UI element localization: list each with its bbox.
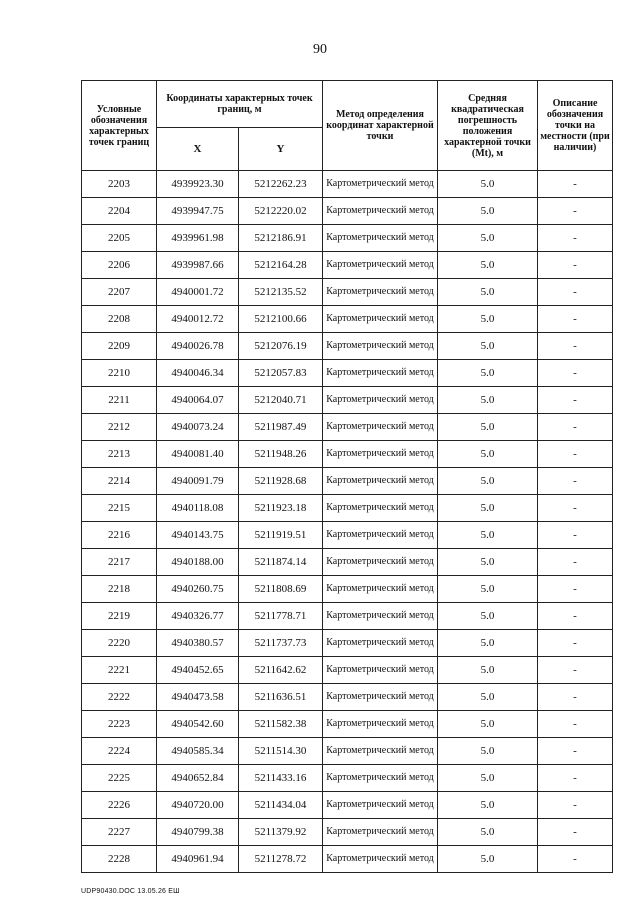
accuracy-cell: 5.0 — [438, 522, 538, 549]
method-cell: Картометрический метод — [323, 738, 438, 765]
table-row — [82, 738, 613, 765]
accuracy-cell: 5.0 — [438, 252, 538, 279]
table-row — [82, 576, 613, 603]
y-coordinate-cell: 5212100.66 — [239, 306, 323, 333]
table-row — [82, 171, 613, 198]
header-method: Метод определения координат характерной точки — [323, 81, 438, 171]
y-coordinate-cell: 5212076.19 — [239, 333, 323, 360]
description-cell: - — [538, 684, 613, 711]
x-coordinate-cell: 4940073.24 — [157, 414, 239, 441]
description-cell: - — [538, 792, 613, 819]
y-coordinate-cell: 5211778.71 — [239, 603, 323, 630]
point-id-cell: 2219 — [82, 603, 157, 630]
x-coordinate-cell: 4940585.34 — [157, 738, 239, 765]
point-id-cell: 2206 — [82, 252, 157, 279]
x-coordinate-cell: 4940473.58 — [157, 684, 239, 711]
method-cell: Картометрический метод — [323, 495, 438, 522]
y-coordinate-cell: 5211433.16 — [239, 765, 323, 792]
description-cell: - — [538, 549, 613, 576]
y-coordinate-cell: 5212057.83 — [239, 360, 323, 387]
method-cell: Картометрический метод — [323, 198, 438, 225]
y-coordinate-cell: 5211987.49 — [239, 414, 323, 441]
description-cell: - — [538, 333, 613, 360]
point-id-cell: 2210 — [82, 360, 157, 387]
description-cell: - — [538, 657, 613, 684]
accuracy-cell: 5.0 — [438, 198, 538, 225]
description-cell: - — [538, 360, 613, 387]
table-row — [82, 387, 613, 414]
table-row — [82, 657, 613, 684]
table-row — [82, 792, 613, 819]
header-x: X — [157, 128, 239, 171]
y-coordinate-cell: 5211808.69 — [239, 576, 323, 603]
accuracy-cell: 5.0 — [438, 333, 538, 360]
y-coordinate-cell: 5212220.02 — [239, 198, 323, 225]
method-cell: Картометрический метод — [323, 522, 438, 549]
method-cell: Картометрический метод — [323, 630, 438, 657]
point-id-cell: 2205 — [82, 225, 157, 252]
method-cell: Картометрический метод — [323, 387, 438, 414]
x-coordinate-cell: 4940001.72 — [157, 279, 239, 306]
accuracy-cell: 5.0 — [438, 279, 538, 306]
description-cell: - — [538, 846, 613, 873]
point-id-cell: 2204 — [82, 198, 157, 225]
point-id-cell: 2224 — [82, 738, 157, 765]
accuracy-cell: 5.0 — [438, 414, 538, 441]
x-coordinate-cell: 4940452.65 — [157, 657, 239, 684]
y-coordinate-cell: 5211642.62 — [239, 657, 323, 684]
table-row — [82, 684, 613, 711]
y-coordinate-cell: 5211379.92 — [239, 819, 323, 846]
accuracy-cell: 5.0 — [438, 792, 538, 819]
table-header — [82, 81, 613, 171]
header-coordinates: Координаты характерных точек границ, м — [157, 81, 323, 128]
point-id-cell: 2215 — [82, 495, 157, 522]
description-cell: - — [538, 522, 613, 549]
x-coordinate-cell: 4940064.07 — [157, 387, 239, 414]
table-row — [82, 225, 613, 252]
table-row — [82, 711, 613, 738]
point-id-cell: 2209 — [82, 333, 157, 360]
accuracy-cell: 5.0 — [438, 171, 538, 198]
description-cell: - — [538, 225, 613, 252]
method-cell: Картометрический метод — [323, 306, 438, 333]
point-id-cell: 2218 — [82, 576, 157, 603]
method-cell: Картометрический метод — [323, 819, 438, 846]
accuracy-cell: 5.0 — [438, 765, 538, 792]
y-coordinate-cell: 5212135.52 — [239, 279, 323, 306]
x-coordinate-cell: 4940380.57 — [157, 630, 239, 657]
accuracy-cell: 5.0 — [438, 225, 538, 252]
table-row — [82, 630, 613, 657]
description-cell: - — [538, 819, 613, 846]
point-id-cell: 2208 — [82, 306, 157, 333]
y-coordinate-cell: 5212186.91 — [239, 225, 323, 252]
y-coordinate-cell: 5211948.26 — [239, 441, 323, 468]
accuracy-cell: 5.0 — [438, 603, 538, 630]
point-id-cell: 2226 — [82, 792, 157, 819]
y-coordinate-cell: 5211737.73 — [239, 630, 323, 657]
description-cell: - — [538, 387, 613, 414]
y-coordinate-cell: 5212262.23 — [239, 171, 323, 198]
point-id-cell: 2220 — [82, 630, 157, 657]
table-row — [82, 819, 613, 846]
method-cell: Картометрический метод — [323, 252, 438, 279]
y-coordinate-cell: 5212040.71 — [239, 387, 323, 414]
table-row — [82, 846, 613, 873]
description-cell: - — [538, 468, 613, 495]
point-id-cell: 2228 — [82, 846, 157, 873]
table-row — [82, 441, 613, 468]
table-row — [82, 279, 613, 306]
boundary-points-table — [81, 80, 613, 873]
description-cell: - — [538, 576, 613, 603]
document-footer: UDP90430.DOC 13.05.26 ЕШ — [81, 888, 180, 895]
table-row — [82, 549, 613, 576]
method-cell: Картометрический метод — [323, 576, 438, 603]
table-body — [82, 171, 613, 873]
x-coordinate-cell: 4940326.77 — [157, 603, 239, 630]
method-cell: Картометрический метод — [323, 792, 438, 819]
description-cell: - — [538, 252, 613, 279]
x-coordinate-cell: 4940188.00 — [157, 549, 239, 576]
table-row — [82, 306, 613, 333]
point-id-cell: 2227 — [82, 819, 157, 846]
y-coordinate-cell: 5212164.28 — [239, 252, 323, 279]
header-accuracy: Средняя квадратическая погрешность положения характерной точки (Mt), м — [438, 81, 538, 171]
x-coordinate-cell: 4940799.38 — [157, 819, 239, 846]
accuracy-cell: 5.0 — [438, 549, 538, 576]
description-cell: - — [538, 198, 613, 225]
accuracy-cell: 5.0 — [438, 441, 538, 468]
method-cell: Картометрический метод — [323, 171, 438, 198]
table-row — [82, 468, 613, 495]
method-cell: Картометрический метод — [323, 225, 438, 252]
description-cell: - — [538, 630, 613, 657]
method-cell: Картометрический метод — [323, 603, 438, 630]
point-id-cell: 2222 — [82, 684, 157, 711]
description-cell: - — [538, 603, 613, 630]
point-id-cell: 2212 — [82, 414, 157, 441]
y-coordinate-cell: 5211582.38 — [239, 711, 323, 738]
point-id-cell: 2225 — [82, 765, 157, 792]
method-cell: Картометрический метод — [323, 765, 438, 792]
header-point-designation: Условные обозначения характерных точек границ — [82, 81, 157, 171]
point-id-cell: 2217 — [82, 549, 157, 576]
accuracy-cell: 5.0 — [438, 711, 538, 738]
accuracy-cell: 5.0 — [438, 360, 538, 387]
method-cell: Картометрический метод — [323, 468, 438, 495]
description-cell: - — [538, 441, 613, 468]
accuracy-cell: 5.0 — [438, 468, 538, 495]
description-cell: - — [538, 738, 613, 765]
point-id-cell: 2223 — [82, 711, 157, 738]
accuracy-cell: 5.0 — [438, 306, 538, 333]
x-coordinate-cell: 4940046.34 — [157, 360, 239, 387]
accuracy-cell: 5.0 — [438, 738, 538, 765]
accuracy-cell: 5.0 — [438, 387, 538, 414]
table-row — [82, 522, 613, 549]
method-cell: Картометрический метод — [323, 414, 438, 441]
x-coordinate-cell: 4939923.30 — [157, 171, 239, 198]
y-coordinate-cell: 5211923.18 — [239, 495, 323, 522]
x-coordinate-cell: 4940652.84 — [157, 765, 239, 792]
description-cell: - — [538, 414, 613, 441]
y-coordinate-cell: 5211636.51 — [239, 684, 323, 711]
table-row — [82, 414, 613, 441]
x-coordinate-cell: 4940026.78 — [157, 333, 239, 360]
x-coordinate-cell: 4940961.94 — [157, 846, 239, 873]
header-description: Описание обозначения точки на местности (при наличии) — [538, 81, 613, 171]
description-cell: - — [538, 306, 613, 333]
accuracy-cell: 5.0 — [438, 657, 538, 684]
table-row — [82, 198, 613, 225]
point-id-cell: 2203 — [82, 171, 157, 198]
point-id-cell: 2207 — [82, 279, 157, 306]
point-id-cell: 2216 — [82, 522, 157, 549]
method-cell: Картометрический метод — [323, 360, 438, 387]
x-coordinate-cell: 4940012.72 — [157, 306, 239, 333]
method-cell: Картометрический метод — [323, 549, 438, 576]
point-id-cell: 2211 — [82, 387, 157, 414]
description-cell: - — [538, 765, 613, 792]
description-cell: - — [538, 171, 613, 198]
table-row — [82, 765, 613, 792]
x-coordinate-cell: 4940720.00 — [157, 792, 239, 819]
description-cell: - — [538, 279, 613, 306]
method-cell: Картометрический метод — [323, 279, 438, 306]
y-coordinate-cell: 5211434.04 — [239, 792, 323, 819]
y-coordinate-cell: 5211514.30 — [239, 738, 323, 765]
y-coordinate-cell: 5211919.51 — [239, 522, 323, 549]
accuracy-cell: 5.0 — [438, 819, 538, 846]
method-cell: Картометрический метод — [323, 846, 438, 873]
method-cell: Картометрический метод — [323, 657, 438, 684]
point-id-cell: 2221 — [82, 657, 157, 684]
x-coordinate-cell: 4939987.66 — [157, 252, 239, 279]
point-id-cell: 2214 — [82, 468, 157, 495]
x-coordinate-cell: 4940118.08 — [157, 495, 239, 522]
accuracy-cell: 5.0 — [438, 495, 538, 522]
method-cell: Картометрический метод — [323, 441, 438, 468]
x-coordinate-cell: 4939961.98 — [157, 225, 239, 252]
table-row — [82, 495, 613, 522]
accuracy-cell: 5.0 — [438, 576, 538, 603]
accuracy-cell: 5.0 — [438, 846, 538, 873]
x-coordinate-cell: 4940143.75 — [157, 522, 239, 549]
y-coordinate-cell: 5211928.68 — [239, 468, 323, 495]
table-row — [82, 360, 613, 387]
y-coordinate-cell: 5211278.72 — [239, 846, 323, 873]
x-coordinate-cell: 4940260.75 — [157, 576, 239, 603]
method-cell: Картометрический метод — [323, 711, 438, 738]
page-number: 90 — [313, 42, 327, 57]
table-row — [82, 333, 613, 360]
x-coordinate-cell: 4940081.40 — [157, 441, 239, 468]
description-cell: - — [538, 711, 613, 738]
x-coordinate-cell: 4940091.79 — [157, 468, 239, 495]
method-cell: Картометрический метод — [323, 333, 438, 360]
x-coordinate-cell: 4940542.60 — [157, 711, 239, 738]
accuracy-cell: 5.0 — [438, 630, 538, 657]
description-cell: - — [538, 495, 613, 522]
table-row — [82, 252, 613, 279]
x-coordinate-cell: 4939947.75 — [157, 198, 239, 225]
method-cell: Картометрический метод — [323, 684, 438, 711]
point-id-cell: 2213 — [82, 441, 157, 468]
header-y: Y — [239, 128, 323, 171]
accuracy-cell: 5.0 — [438, 684, 538, 711]
y-coordinate-cell: 5211874.14 — [239, 549, 323, 576]
table-row — [82, 603, 613, 630]
